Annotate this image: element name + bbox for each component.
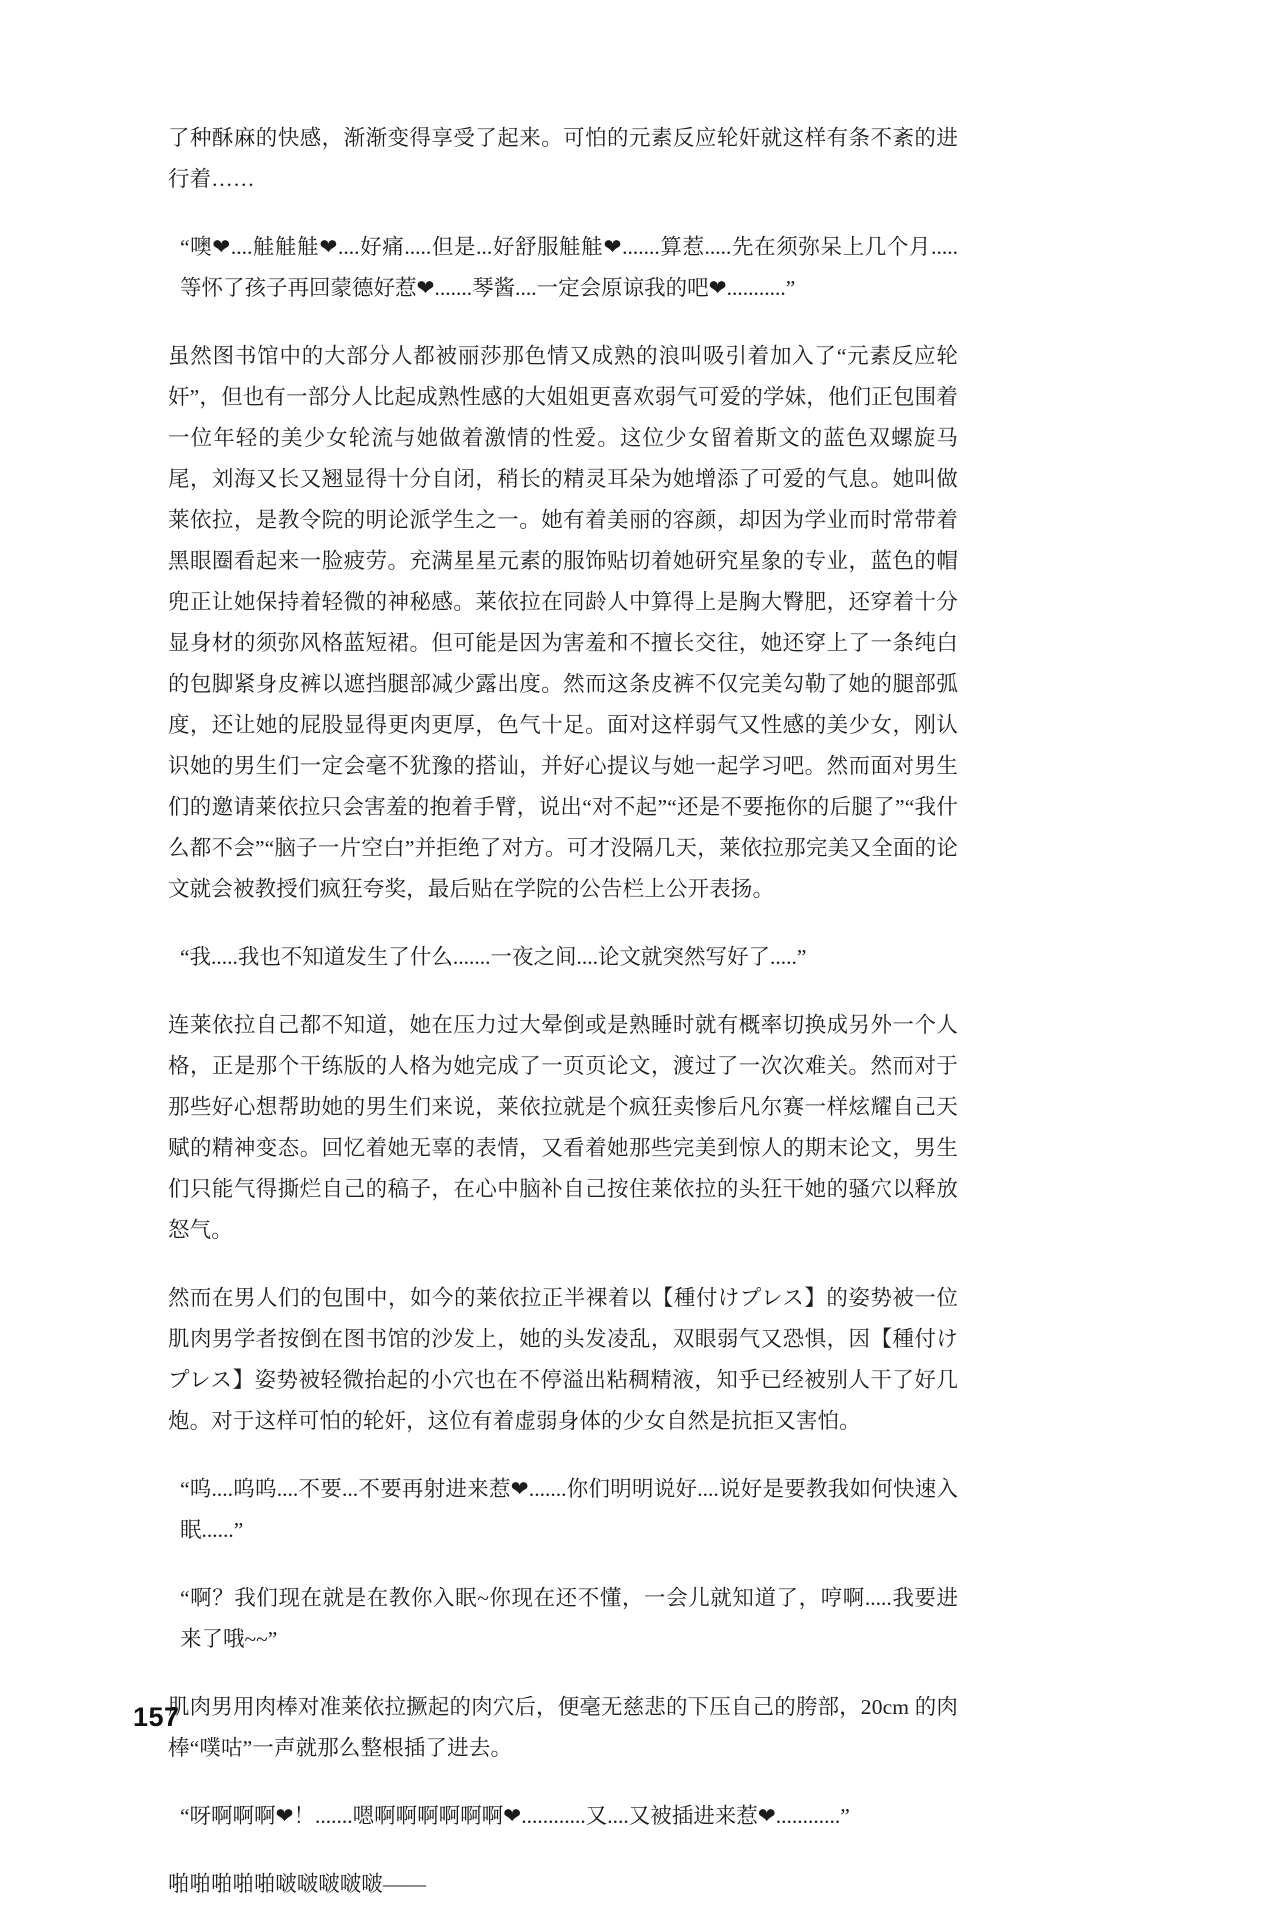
dialogue-quote-2: “我.....我也不知道发生了什么.......一夜之间....论文就突然写好了.....” <box>180 945 807 969</box>
paragraph-5: 肌肉男用肉棒对准莱依拉撅起的肉穴后，便毫无慈悲的下压自己的胯部，20cm 的肉棒“噗咕”一声就那么整根插了进去。 <box>168 1695 958 1760</box>
page-content-column <box>168 118 958 1932</box>
dialogue-quote-5: “呀啊啊啊❤！.......嗯啊啊啊啊啊啊❤............又....又被插进来惹❤............” <box>180 1804 850 1828</box>
dialogue-quote-4: “啊？我们现在就是在教你入眠~你现在还不懂，一会儿就知道了，哼啊.....我要进来了哦~~” <box>180 1586 958 1651</box>
onomatopoeia-line: 啪啪啪啪啪啵啵啵啵啵—— <box>168 1872 427 1896</box>
paragraph-3: 连莱依拉自己都不知道，她在压力过大晕倒或是熟睡时就有概率切换成另外一个人格，正是那个干练版的人格为她完成了一页页论文，渡过了一次次难关。然而对于那些好心想帮助她的男生们来说，莱依拉就是个疯狂卖惨后凡尔赛一样炫耀自己天赋的精神变态。回忆着她无辜的表情，又看着她那些完美到惊人的期末论文，男生们只能气得撕烂自己的稿子，在心中脑补自己按住莱依拉的头狂干她的骚穴以释放怒气。 <box>168 1013 958 1242</box>
dialogue-quote-3: “呜....呜呜....不要...不要再射进来惹❤.......你们明明说好....说好是要教我如何快速入眠......” <box>180 1477 958 1542</box>
dialogue-quote-1: “噢❤....觟觟觟❤....好痛.....但是...好舒服觟觟❤.......算惹.....先在须弥呆上几个月.....等怀了孩子再回蒙德好惹❤.......琴酱....一定会原谅我的吧❤...........” <box>180 235 958 300</box>
paragraph-2: 虽然图书馆中的大部分人都被丽莎那色情又成熟的浪叫吸引着加入了“元素反应轮奸”，但也有一部分人比起成熟性感的大姐姐更喜欢弱气可爱的学妹，他们正包围着一位年轻的美少女轮流与她做着激情的性爱。这位少女留着斯文的蓝色双螺旋马尾，刘海又长又翘显得十分自闭，稍长的精灵耳朵为她增添了可爱的气息。她叫做莱依拉，是教令院的明论派学生之一。她有着美丽的容颜，却因为学业而时常带着黑眼圈看起来一脸疲劳。充满星星元素的服饰贴切着她研究星象的专业，蓝色的帽兜正让她保持着轻微的神秘感。莱依拉在同龄人中算得上是胸大臀肥，还穿着十分显身材的须弥风格蓝短裙。但可能是因为害羞和不擅长交往，她还穿上了一条纯白的包脚紧身皮裤以遮挡腿部减少露出度。然而这条皮裤不仅完美勾勒了她的腿部弧度，还让她的屁股显得更肉更厚，色气十足。面对这样弱气又性感的美少女，刚认识她的男生们一定会毫不犹豫的搭讪，并好心提议与她一起学习吧。然而面对男生们的邀请莱依拉只会害羞的抱着手臂，说出“对不起”“还是不要拖你的后腿了”“我什么都不会”“脑子一片空白”并拒绝了对方。可才没隔几天，莱依拉那完美又全面的论文就会被教授们疯狂夸奖，最后贴在学院的公告栏上公开表扬。 <box>168 344 958 901</box>
paragraph-4: 然而在男人们的包围中，如今的莱依拉正半裸着以【種付けプレス】的姿势被一位肌肉男学者按倒在图书馆的沙发上，她的头发凌乱，双眼弱气又恐惧，因【種付けプレス】姿势被轻微抬起的小穴也在不停溢出粘稠精液，知乎已经被别人干了好几炮。对于这样可怕的轮奸，这位有着虚弱身体的少女自然是抗拒又害怕。 <box>168 1286 958 1433</box>
page-number: 157 <box>133 1702 180 1732</box>
paragraph-1: 了种酥麻的快感，渐渐变得享受了起来。可怕的元素反应轮奸就这样有条不紊的进行着…… <box>168 126 958 191</box>
